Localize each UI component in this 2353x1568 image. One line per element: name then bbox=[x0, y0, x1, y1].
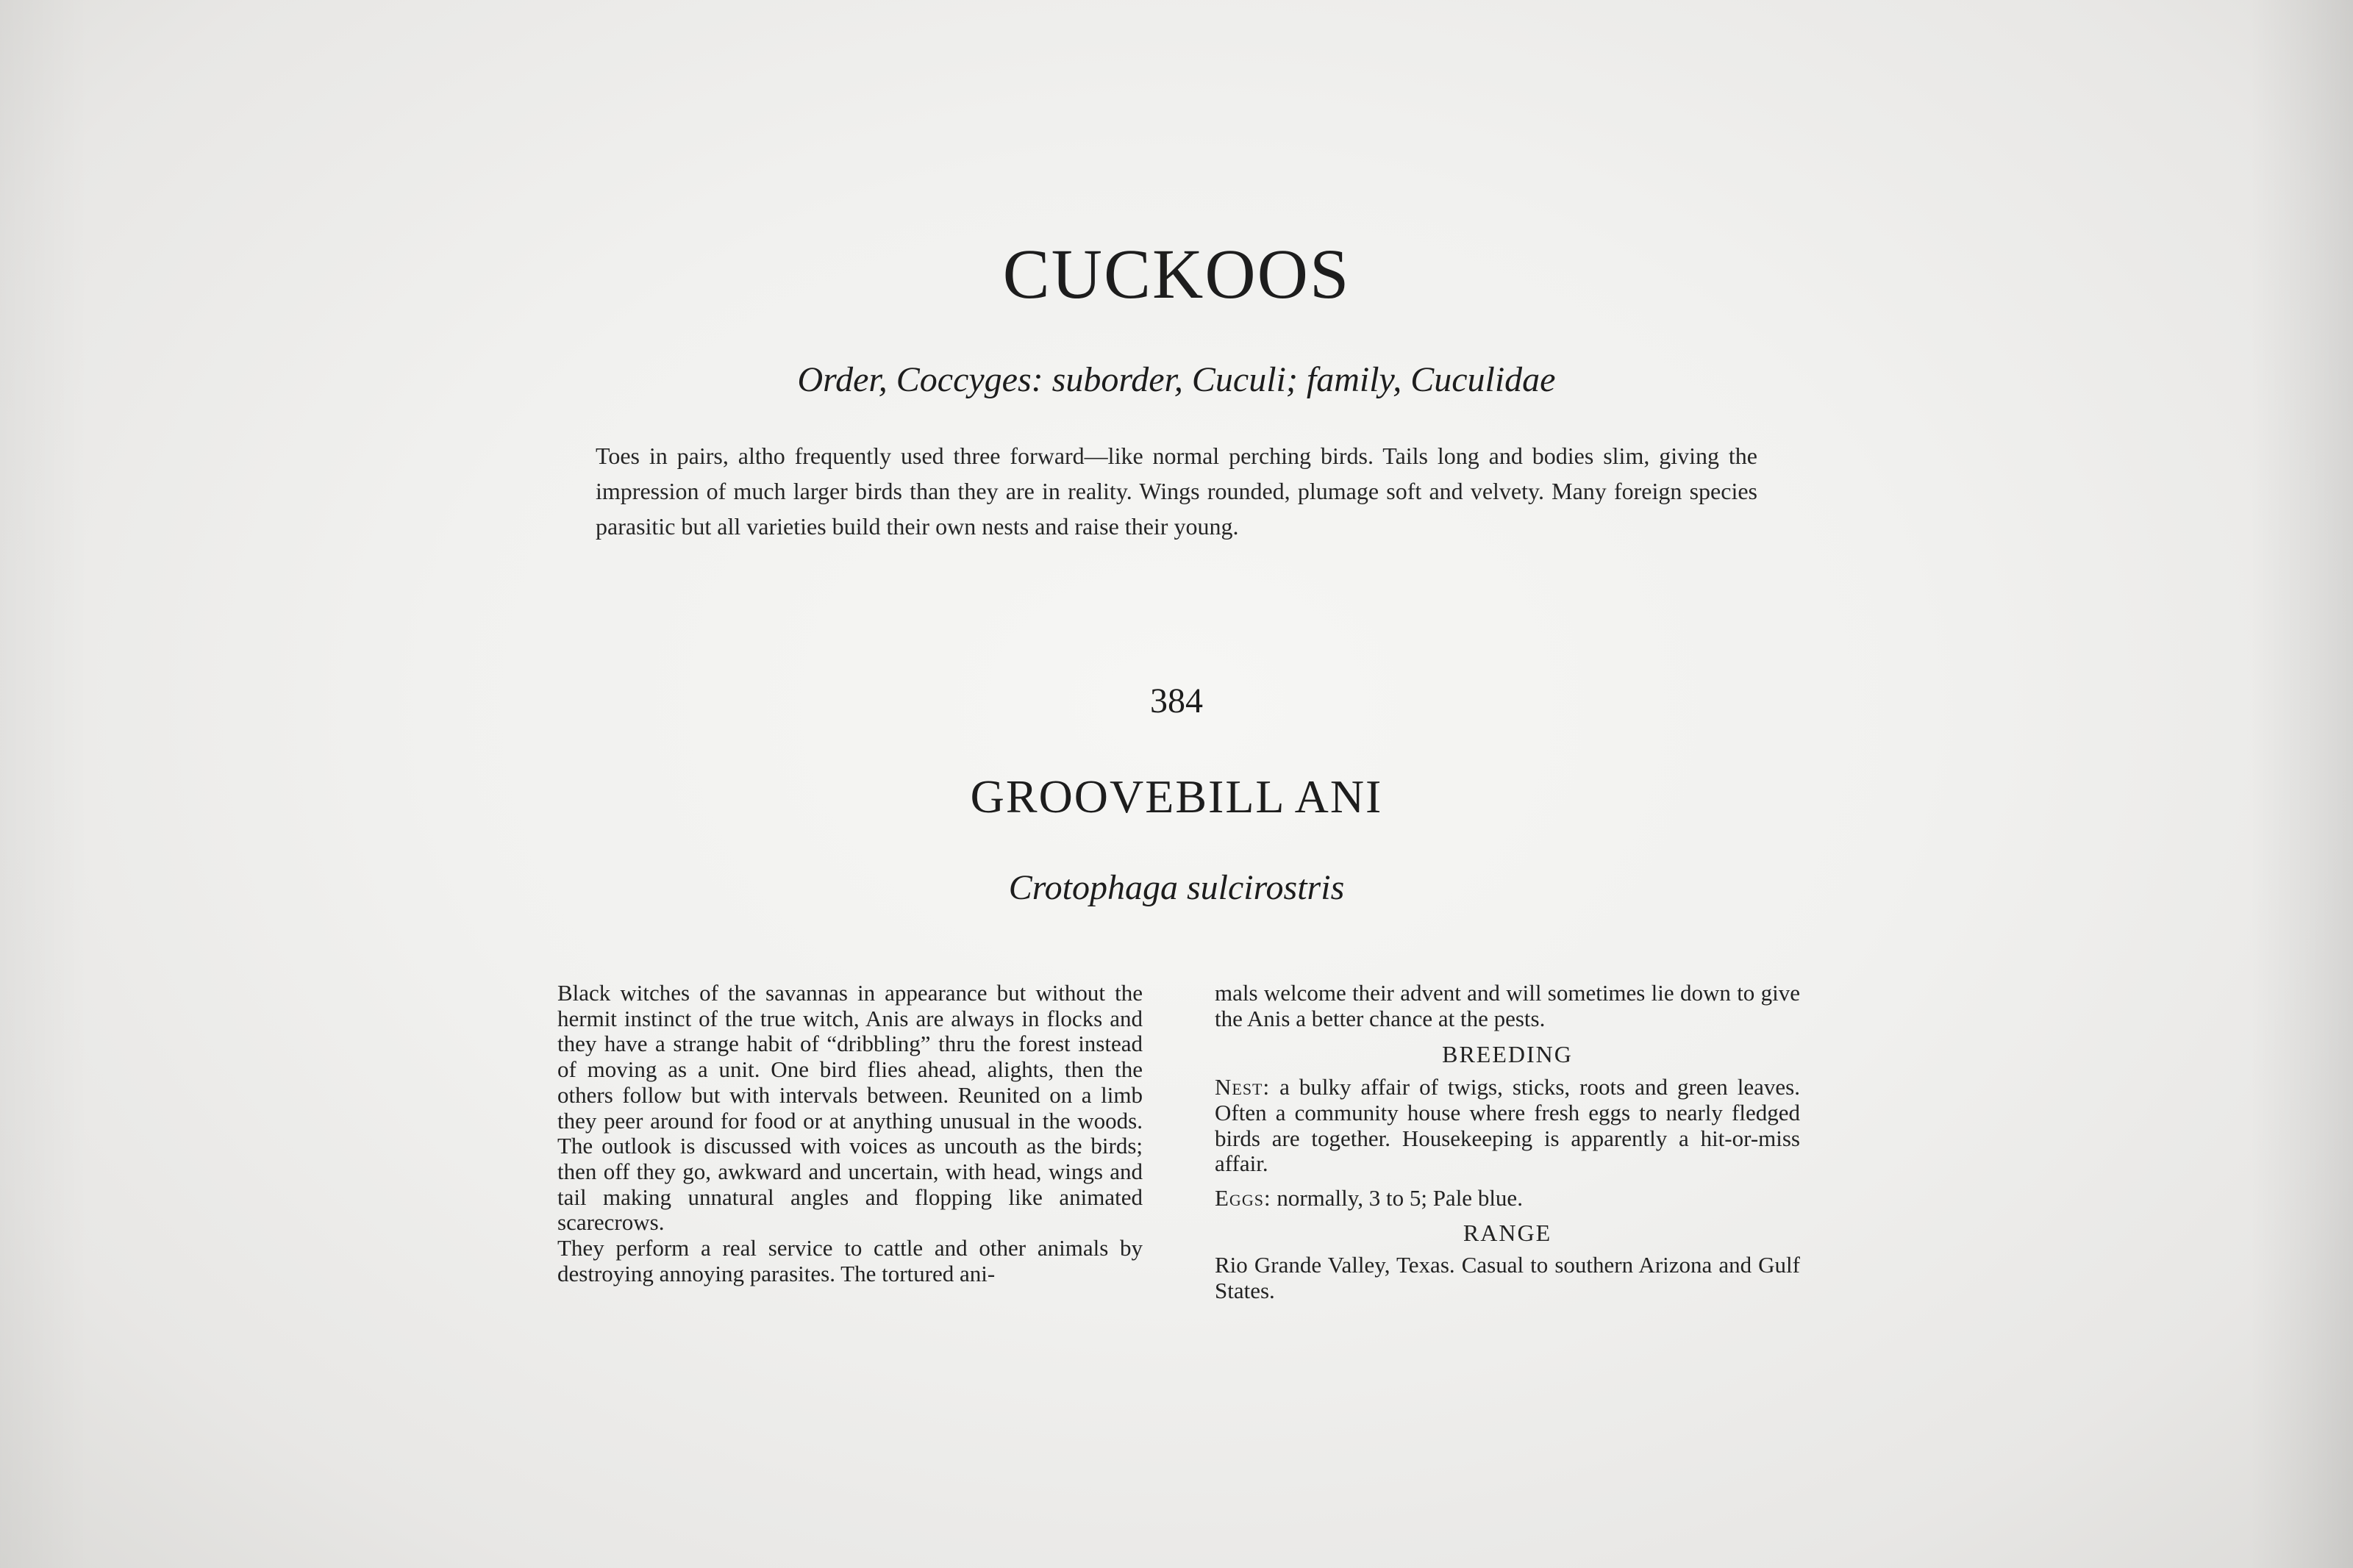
species-scientific-name: Crotophaga sulcirostris bbox=[1008, 868, 1345, 907]
range-heading: RANGE bbox=[1463, 1219, 1552, 1246]
eggs-entry bbox=[1215, 1186, 1800, 1211]
species-paragraph-2-start: They perform a real service to cattle and other animals by destroying annoying parasites. The tortured ani- bbox=[557, 1235, 1143, 1286]
text-column-right bbox=[1215, 981, 1800, 1304]
breeding-heading: BREEDING bbox=[1442, 1041, 1573, 1068]
species-common-name: GROOVEBILL ANI bbox=[970, 770, 1383, 823]
species-paragraph-2-end: mals welcome their advent and will sometimes lie down to give the Anis a better chance at the pests. bbox=[1215, 980, 1800, 1031]
species-number: 384 bbox=[1150, 681, 1203, 720]
family-description: Toes in pairs, altho frequently used three forward—like normal perching birds. Tails long and bodies slim, giving the impression of much larger birds than they are in reality. Wings rounded, plumage soft and velvety. Many foreign species parasitic but all varieties build their own nests and raise their young. bbox=[596, 443, 1757, 540]
family-title: CUCKOOS bbox=[1002, 235, 1351, 313]
text-column-left bbox=[557, 981, 1143, 1286]
species-paragraph-1: Black witches of the savannas in appearance but without the hermit instinct of the true witch, Anis are always in flocks and they have a strange habit of “dribbling” thru the forest instead of moving as a unit. One bird flies ahead, alights, then the others follow but with intervals between. Reunited on a limb they peer around for food or at anything unusual in the woods. The outlook is discussed with voices as uncouth as the birds; then off they go, awkward and uncertain, with head, wings and tail making unnatural angles and flopping like animated scarecrows. bbox=[557, 980, 1143, 1236]
eggs-text: normally, 3 to 5; Pale blue. bbox=[1277, 1184, 1523, 1211]
eggs-label: Eggs: bbox=[1215, 1184, 1271, 1211]
nest-entry bbox=[1215, 1075, 1800, 1177]
classification-line: Order, Coccyges: suborder, Cuculi; family, Cuculidae bbox=[797, 360, 1556, 399]
nest-text: a bulky affair of twigs, sticks, roots and green leaves. Often a community house where fresh eggs to nearly fledged birds are together. Housekeeping is apparently a hit-or-miss affair. bbox=[1215, 1074, 1801, 1177]
range-text: Rio Grande Valley, Texas. Casual to southern Arizona and Gulf States. bbox=[1215, 1252, 1800, 1304]
nest-label: Nest: bbox=[1215, 1074, 1271, 1100]
